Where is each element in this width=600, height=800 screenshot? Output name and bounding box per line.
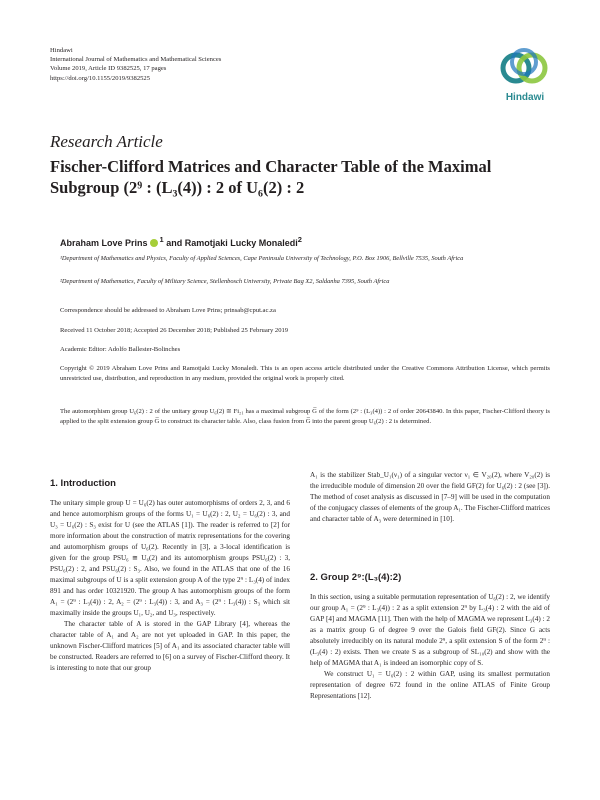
- article-title: [50, 156, 550, 198]
- right-column-bottom: [310, 592, 550, 702]
- orcid-icon[interactable]: [150, 239, 158, 247]
- paragraph: A₁ is the stabilizer Stab_U₁(ν₁) of a singular vector ν₁ ∈ V₂₀(2), where V₂₀(2) is the irreducible module of dimension 20 over the field GF(2) for U₆(2) : 2 (see [3]). The method of coset analysis as discussed in [7–9] will be used in the computation of the conjugacy classes of elements of the group A₁. The Fischer-Clifford matrices and character table of A₃ were determined in [10].: [310, 471, 550, 523]
- author-1-affil: 1: [159, 235, 164, 244]
- affiliation-2: ²Department of Mathematics, Faculty of Military Science, Stellenbosch University, Private Bag X2, Saldanha 7395, South Africa: [60, 278, 390, 285]
- affiliation-1: ¹Department of Mathematics and Physics, Faculty of Applied Sciences, Cape Peninsula University of Technology, P.O. Box 1906, Bellville 7535, South Africa: [60, 255, 464, 262]
- abstract: The automorphism group U₆(2) : 2 of the unitary group U₆(2) ≅ Fi₂₁ has a maximal subgroup G̅ of the form (2⁹ : (L₃(4)) : 2 of order 20643840. In this paper, Fischer-Clifford theory is applied to the split extension group G̅ to construct its character table. Also, class fusion from G̅ into the parent group U₆(2) : 2 is determined.: [60, 408, 550, 425]
- title-line-1: Fischer-Clifford Matrices and Character Table of the Maximal: [50, 157, 492, 176]
- author-2-affil: 2: [297, 235, 302, 244]
- dates: Received 11 October 2018; Accepted 26 December 2018; Published 25 February 2019: [60, 327, 289, 334]
- copyright: Copyright © 2019 Abraham Love Prins and Ramotjaki Lucky Monaledi. This is an open access article distributed under the Creative Commons Attribution License, which permits unrestricted use, distribution, and reproduction in any medium, provided the original work is properly cited.: [60, 365, 550, 382]
- author-2[interactable]: and Ramotjaki Lucky Monaledi: [163, 238, 298, 248]
- article-type: Research Article: [50, 132, 163, 151]
- author-1[interactable]: Abraham Love Prins: [60, 238, 148, 248]
- doi-link[interactable]: https://doi.org/10.1155/2019/9382525: [50, 74, 151, 82]
- left-column: [50, 498, 290, 674]
- publisher-name: Hindawi: [50, 47, 73, 54]
- journal-meta: [50, 46, 221, 83]
- section-heading-group: 2. Group 2⁹:(L₃(4):2): [310, 572, 402, 583]
- paragraph: The unitary simple group U = U₆(2) has outer automorphisms of orders 2, 3, and 6 and hence automorphism groups of the forms U₁ = U₆(2) : 2, U₂ = U₆(2) : 3, and U₃ = U₆(2) : S₃ exist for U (see the ATLAS [1]). The reader is referred to [2] for more information about the construction of matrix representations for the covering and automorphism groups of U₆(2). Recently in [3], a 3-local identification is given for the group PSU₆ ≅ U₆(2) and its automorphism groups PSU₆(2) : 3, PSU₆(2) : 2, and PSU₆(2) : S₃. Also, we found in the ATLAS that one of the 16 maximal subgroups of U is a split extension group A of the type 2⁹ : L₃(4) of index 891 and has order 10321920. The group A has automorphism groups of the form A₁ = (2⁹ : L₃(4)) : 2, A₂ = (2⁹ : L₃(4)) : 3, and A₃ = (2⁹ : L₃(4)) : S₃ which sit maximally inside the groups U₁, U₂, and U₃, respectively.: [50, 499, 290, 617]
- journal-name: International Journal of Mathematics and Mathematical Sciences: [50, 56, 222, 64]
- section-heading-introduction: 1. Introduction: [50, 478, 116, 489]
- title-line-2: Subgroup (2⁹ : (L₃(4)) : 2 of U₆(2) : 2: [50, 178, 305, 197]
- academic-editor: Academic Editor: Adolfo Ballester-Bolinches: [60, 346, 181, 353]
- correspondence: Correspondence should be addressed to Abraham Love Prins; prinsab@cput.ac.za: [60, 307, 276, 314]
- right-column-top: [310, 470, 550, 525]
- paragraph: In this section, using a suitable permutation representation of U₆(2) : 2, we identify our group A₁ = (2⁹ : L₃(4)) : 2 as a split extension 2⁹ by L₃(4) : 2 with the aid of GAP [4] and MAGMA [11]. Then with the help of MAGMA we represent L₃(4) : 2 as a matrix group G of degree 9 over the Galois field GF(2). Since G acts absolutely irreducibly on its natural module 2⁹, a split extension S of the form 2⁹ : (L₃(4) : 2) exists. Then we create S as a subgroup of SL₁₀(2) and show with the help of MAGMA that A₁ is indeed an isomorphic copy of S.: [310, 593, 550, 667]
- paragraph: We construct U₁ = U₆(2) : 2 within GAP, using its smallest permutation representation of degree 672 found in the online ATLAS of Finite Group Representations [12].: [310, 670, 550, 700]
- author-list: [60, 235, 302, 248]
- paragraph: The character table of A is stored in the GAP Library [4], whereas the character table of A₁ and A₂ are not yet uploaded in GAP. In this paper, the unknown Fischer-Clifford matrices [5] of A₁ and its associated character table will be constructed. Readers are referred to [6] on a survey of Fischer-Clifford theory. It is interesting to note that our group: [50, 620, 290, 672]
- hindawi-logo-text: Hindawi: [505, 92, 545, 103]
- volume-info: Volume 2019, Article ID 9382525, 17 pages: [50, 65, 167, 73]
